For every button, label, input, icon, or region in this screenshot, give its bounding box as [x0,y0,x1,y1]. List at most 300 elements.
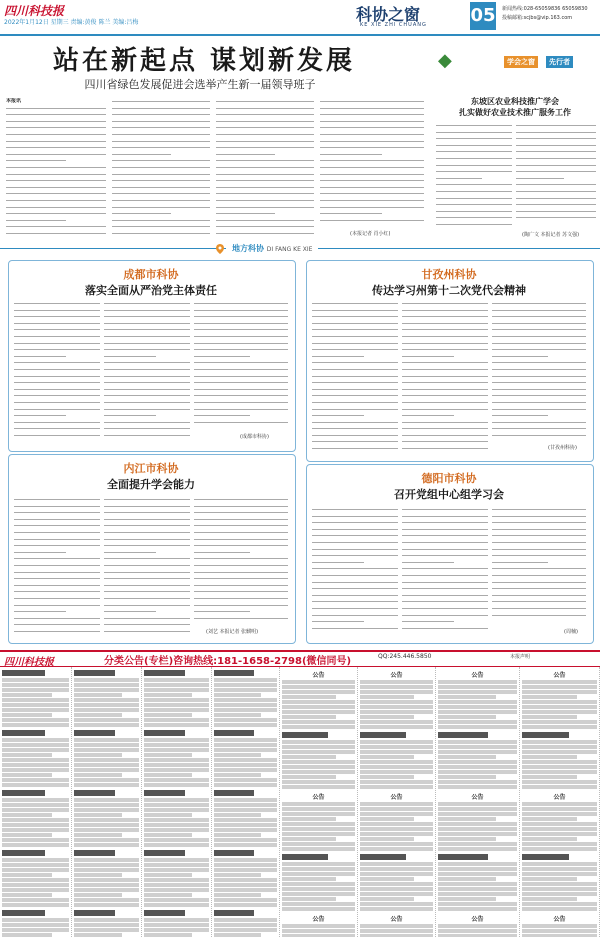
ad-text-line [2,808,69,812]
text-line [312,353,364,360]
text-line [194,549,250,556]
text-line [216,138,314,145]
text-line [492,379,586,386]
text-line [402,526,488,533]
text-line [216,230,314,236]
ads-note: 本报声明 [510,654,531,660]
text-line [312,612,398,619]
ad-text-line [214,703,277,707]
ad-text-line [522,680,597,684]
text-line [492,526,586,533]
ad-heading [144,910,185,916]
ad-text-line [214,688,277,692]
ad-text-line [438,745,517,749]
ad-text-line [360,924,433,928]
ganzi-byline: (甘孜州科协) [548,445,577,451]
text-line [104,595,190,602]
ad-text-line [282,785,355,789]
ad-text-line [214,698,277,702]
ad-text-line [522,740,597,744]
text-line [312,412,364,419]
text-line [14,320,100,327]
text-line [6,177,106,184]
ganzi-text-lines [312,300,398,452]
text-line [194,555,288,562]
text-line [194,313,288,320]
text-line [14,522,100,529]
text-line [402,419,488,426]
ad-text-line [144,768,209,772]
text-line [112,105,210,112]
ad-text-line [360,842,433,846]
text-line [104,340,190,347]
ad-text-line [438,929,517,933]
text-line [14,562,100,569]
ads-qq: QQ:245.446.5850 [378,653,432,660]
ad-text-line [214,833,261,837]
text-line [194,536,288,543]
ad-text-line [438,725,517,729]
text-line [14,340,100,347]
text-line [216,144,314,151]
ad-text-line [74,688,139,692]
text-line [194,542,288,549]
text-line [216,118,314,125]
text-line [516,195,596,202]
brand-logo: ◆ [438,50,452,71]
ad-text-line [2,838,69,842]
text-line [516,135,596,142]
text-line [320,118,424,125]
ad-column [280,667,358,937]
ad-text-line [438,710,517,714]
ad-text-line [438,822,517,826]
text-line [14,555,100,562]
ad-text-line [522,867,597,871]
ad-text-line [360,780,433,784]
ad-text-line [438,897,496,901]
lead-headline: 站在新起点 谋划新发展 [52,46,356,76]
ad-text-line [74,748,139,752]
text-line [104,555,190,562]
ad-text-line [282,832,355,836]
lead-text-lines [6,105,106,236]
ad-text-line [2,833,52,837]
text-line [14,399,100,406]
ad-text-line [438,924,517,928]
ad-text-line [214,918,277,922]
text-line [104,615,190,622]
text-line [402,340,488,347]
text-line [402,592,488,599]
ad-text-line [144,738,209,742]
ad-text-line [522,822,597,826]
text-line [312,346,398,353]
text-line [402,373,488,380]
text-line [436,181,512,188]
text-line [14,392,100,399]
ad-text-line [438,837,496,841]
ad-text-line [144,893,192,897]
ad-text-line [144,808,209,812]
lead-text-lines [112,98,210,236]
text-line [14,503,100,510]
ad-text-line [214,823,277,827]
ad-text-line [282,907,355,911]
ad-text-line [2,823,69,827]
ad-text-line [214,693,261,697]
ad-text-line [2,868,69,872]
ad-text-line [214,758,277,762]
ad-text-line [74,878,139,882]
text-line [492,307,586,314]
ad-text-line [438,695,496,699]
text-line [492,386,586,393]
ad-text-line [144,818,209,822]
ad-text-line [2,783,69,787]
text-line [14,582,100,589]
ad-text-line [74,803,139,807]
text-line [312,406,398,413]
ad-text-line [2,758,69,762]
text-line [312,373,398,380]
text-line [516,208,596,215]
text-line [492,539,586,546]
ad-text-line [282,837,336,841]
ad-text-line [438,680,517,684]
ganzi-col-1 [312,300,398,452]
text-line [6,217,66,224]
ad-text-line [214,773,261,777]
ganzi-title: 传达学习州第十二次党代会精神 [372,284,526,297]
text-line [6,223,106,230]
ad-text-line [74,858,139,862]
neijiang-byline: (刘艺 本报记者 张麒明) [206,629,259,635]
ad-text-line [282,867,355,871]
ad-text-line [144,798,209,802]
text-line [320,144,424,151]
text-line [104,366,190,373]
text-line [6,204,106,211]
text-line [194,503,288,510]
location-pin-icon [216,244,224,254]
ad-text-line [2,748,69,752]
text-line [402,605,488,612]
ad-text-line [214,763,277,767]
ad-text-line [360,740,433,744]
ad-text-line [438,887,517,891]
text-line [6,157,66,164]
text-line [492,320,586,327]
text-line [436,195,512,202]
text-line [492,612,586,619]
ad-text-line [74,863,139,867]
ad-text-line [144,748,209,752]
text-line [14,509,100,516]
ad-heading [144,790,185,796]
ad-text-line [282,882,355,886]
chengdu-col-3 [194,300,288,430]
text-line [14,313,100,320]
text-line [194,575,288,582]
text-line [6,138,106,145]
ad-text-line [522,755,577,759]
text-line [14,300,100,307]
text-line [104,300,190,307]
ad-text-line [438,882,517,886]
ad-text-line [2,773,52,777]
text-line [216,151,275,158]
ads-title: 分类公告(专栏)咨询热线:181-1658-2798(微信同号) [104,656,352,667]
text-line [104,536,190,543]
text-line [402,346,488,353]
text-line [104,602,190,609]
text-line [14,536,100,543]
ad-text-line [144,843,209,847]
ad-text-line [74,763,139,767]
ad-text-line [438,785,517,789]
ad-heading [360,854,406,860]
text-line [104,346,190,353]
text-line [492,513,586,520]
text-line [436,142,512,149]
ad-text-line [282,760,355,764]
ad-text-line [282,924,355,928]
ad-column [142,667,212,937]
lead-body-col-1 [6,98,106,236]
text-line [312,379,398,386]
ad-text-line [2,898,69,902]
ad-text-line [74,903,139,907]
ad-text-line [282,892,355,896]
ad-text-line [214,798,277,802]
text-line [492,419,586,426]
text-line [312,326,398,333]
ad-heading [144,850,185,856]
brand-tag-2: 先行者 [546,56,573,68]
text-line [104,562,190,569]
text-line [402,392,488,399]
lead-dateline: 本报讯 [6,98,22,104]
submission-email: 投稿邮箱:scjbs@vip.163.com [502,15,573,21]
text-line [194,333,288,340]
text-line [14,333,100,340]
lead-text-lines [216,98,314,236]
text-line [216,217,314,224]
text-line [112,164,210,171]
text-line [216,177,314,184]
text-line [436,155,512,162]
text-line [194,529,288,536]
right-body-col-1 [436,122,512,230]
ad-text-line [282,862,355,866]
ad-text-line [282,725,355,729]
ad-heading [74,730,115,736]
ad-text-line [522,770,597,774]
text-line [216,197,314,204]
ad-text-line [282,802,355,806]
deyang-byline: (周楠) [564,629,578,635]
text-line [216,171,314,178]
ad-text-line [214,928,277,932]
ad-text-line [522,817,577,821]
ad-text-line [360,685,433,689]
ads-logo: 四川科技报 [4,657,54,668]
text-line [320,164,424,171]
text-line [194,386,288,393]
right-text-lines [436,122,512,228]
ad-text-line [438,715,496,719]
text-line [402,379,488,386]
text-line [112,217,210,224]
text-line [492,359,586,366]
ad-text-line [438,892,517,896]
ad-text-line [522,902,597,906]
text-line [6,111,106,118]
lead-body-col-3 [216,98,314,236]
ad-text-line [2,678,69,682]
text-line [112,118,210,125]
ad-text-line [360,725,433,729]
ad-text-line [144,683,209,687]
text-line [14,373,100,380]
deyang-text-lines [492,506,586,618]
ad-text-line [522,832,597,836]
ad-text-line [438,862,517,866]
ad-text-line [144,753,192,757]
lead-text-lines [320,98,424,223]
text-line [6,105,106,112]
ad-text-line [214,778,277,782]
ad-text-line [144,743,209,747]
text-line [194,406,288,413]
text-line [112,138,210,145]
text-line [104,359,190,366]
announcement-heading: 公告 [471,672,484,679]
ad-text-line [144,928,209,932]
text-line [104,496,190,503]
announcement-heading: 公告 [553,794,566,801]
ad-text-line [74,868,139,872]
text-line [516,168,596,175]
text-line [194,582,288,589]
text-line [492,506,586,513]
text-line [194,307,288,314]
ad-text-line [144,758,209,762]
ad-text-line [214,868,277,872]
ad-text-line [214,808,277,812]
text-line [402,300,488,307]
ad-text-line [144,858,209,862]
ad-heading [214,790,254,796]
ad-text-line [360,882,433,886]
ad-text-line [360,897,414,901]
ad-text-line [2,723,69,727]
text-line [14,602,100,609]
ad-text-line [282,695,336,699]
text-line [112,98,210,105]
ad-column [72,667,142,937]
text-line [312,313,398,320]
text-line [320,204,424,211]
text-line [516,129,596,136]
ad-text-line [522,775,577,779]
text-line [14,425,100,432]
text-line [320,190,424,197]
ad-text-line [2,738,69,742]
text-line [492,366,586,373]
ad-heading [74,910,115,916]
ad-text-line [74,898,139,902]
ad-text-line [74,828,139,832]
ad-text-line [214,783,277,787]
text-line [14,628,100,635]
ad-text-line [522,802,597,806]
text-line [6,190,106,197]
ad-text-line [2,803,69,807]
ad-text-line [214,803,277,807]
ad-text-line [522,807,597,811]
ad-text-line [360,832,433,836]
ad-text-line [282,807,355,811]
ad-text-line [214,723,277,727]
ad-text-line [144,883,209,887]
ad-text-line [2,693,52,697]
ad-heading [360,732,406,738]
neijiang-text-lines [194,496,288,621]
text-line [104,582,190,589]
ad-text-line [438,770,517,774]
text-line [312,519,398,526]
text-line [112,171,210,178]
ad-text-line [360,690,433,694]
ad-text-line [438,705,517,709]
ad-text-line [144,868,209,872]
announcement-heading: 公告 [312,672,325,679]
ad-text-line [438,877,496,881]
text-line [216,157,314,164]
text-line [402,579,488,586]
text-line [436,168,512,175]
text-line [492,598,586,605]
ad-text-line [144,813,192,817]
text-line [402,445,488,452]
ad-text-line [360,710,433,714]
ad-text-line [214,843,277,847]
text-line [194,373,288,380]
ad-text-line [282,740,355,744]
ad-heading [2,790,45,796]
text-line [312,592,398,599]
text-line [492,399,586,406]
text-line [320,177,424,184]
ad-text-line [438,847,517,851]
ad-text-line [144,803,209,807]
ad-text-line [214,838,277,842]
text-line [14,529,100,536]
text-line [492,605,586,612]
text-line [6,197,106,204]
ad-text-line [144,688,209,692]
ad-text-line [2,818,69,822]
ad-text-line [214,738,277,742]
ad-text-line [282,715,336,719]
ad-text-line [282,842,355,846]
ad-text-line [74,758,139,762]
ad-text-line [2,688,69,692]
text-line [112,230,210,236]
ad-column [436,667,520,937]
